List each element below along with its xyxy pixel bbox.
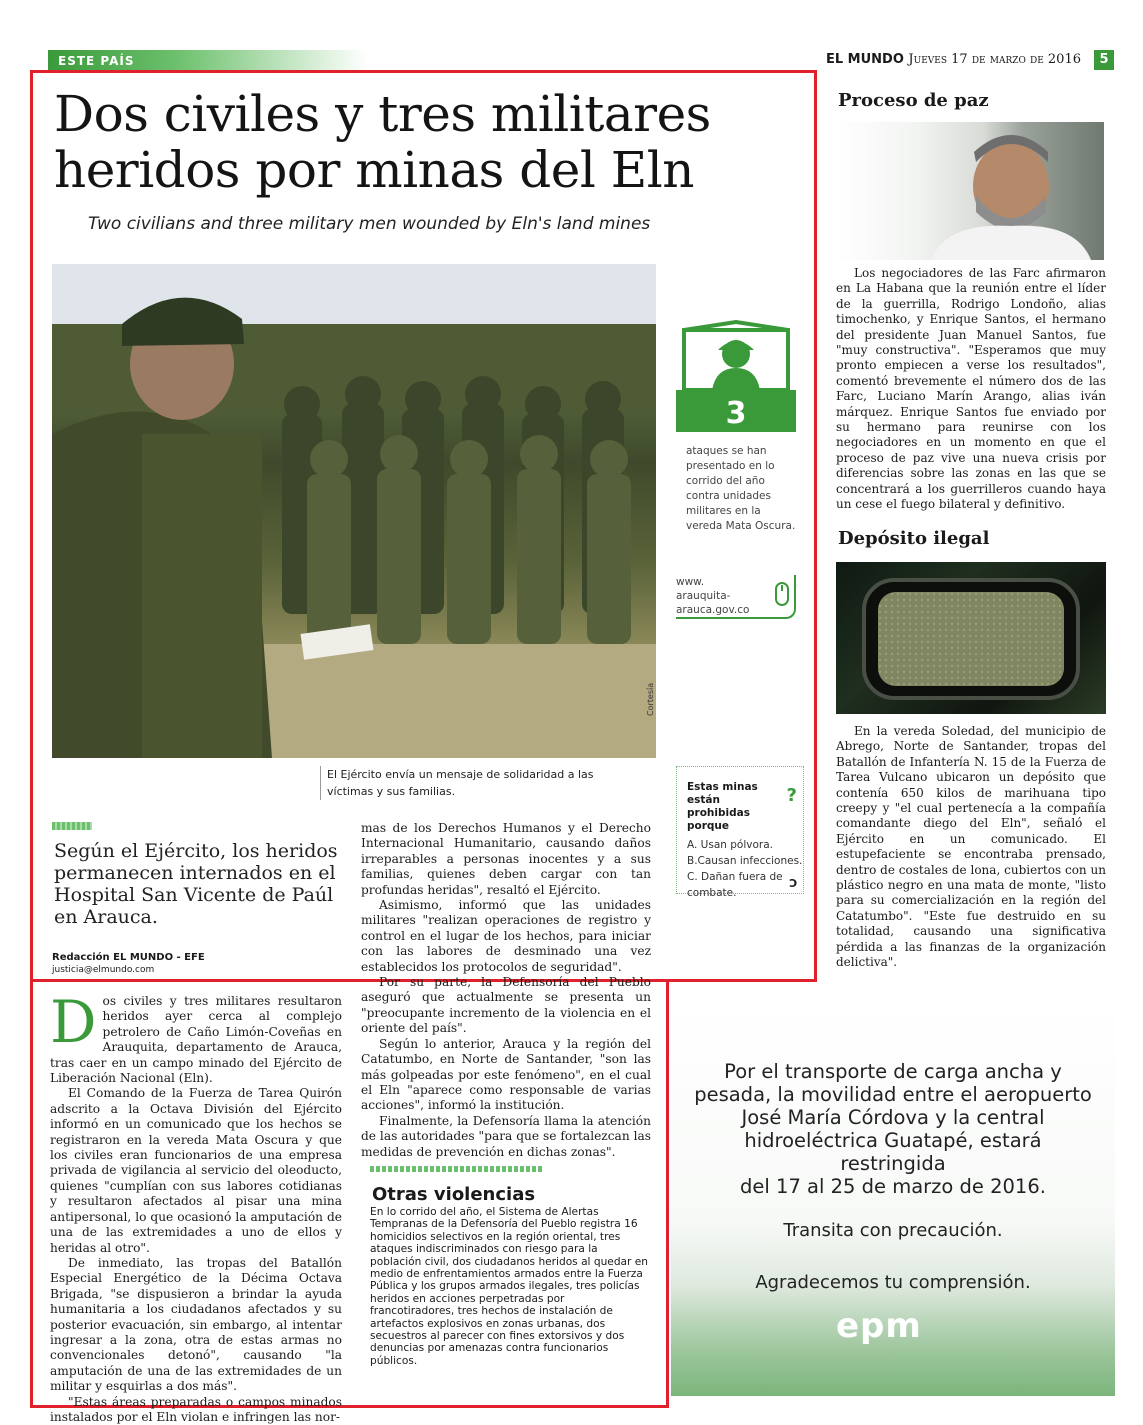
- newspaper-name: EL MUNDO: [825, 52, 904, 67]
- otras-violencias-title: Otras violencias: [372, 1184, 536, 1205]
- headline: [54, 86, 804, 198]
- paragraph-5: mas de los Derechos Humanos y el Derecho Internacional Humanitario, causando daños irreparables a personas inocentes y a sus familias, quienes deben cargar con tan profundas heridas", resaltó el Ejército.: [361, 821, 651, 897]
- ad-line-3: José María Córdova y la central: [741, 1106, 1045, 1129]
- soldiers-photo: [52, 264, 656, 758]
- drug-package-illustration: [836, 562, 1106, 714]
- lead-separator: [52, 822, 92, 830]
- question-mark-icon: ?: [786, 785, 797, 806]
- quiz-option-a: A. Usan pólvora.: [687, 839, 773, 851]
- paragraph-7: Por su parte, la Defensoría del Pueblo aseguró que actualmente se presenta un "preocupante incremento de la violencia en el oriente del país".: [361, 975, 651, 1036]
- deposito-body: [836, 724, 1106, 971]
- paragraph-8: Según lo anterior, Arauca y la región del Catatumbo, en Norte de Santander, "son las más golpeadas por este fenómeno", en el cual el Eln "aparece como responsable de varias acciones", informó la institución.: [361, 1036, 651, 1113]
- proceso-title: Proceso de paz: [838, 90, 989, 111]
- photo-credit: Cortesía: [646, 682, 655, 716]
- section-label: ESTE PAÍS: [58, 54, 135, 68]
- photo-caption: El Ejército envía un mensaje de solidaridad a las víctimas y sus familias.: [320, 766, 620, 800]
- deposito-paragraph: En la vereda Soledad, del municipio de Abrego, Norte de Santander, tropas del Batallón de Infantería N. 15 de la Fuerza de Tarea Vulcano ubicaron un depósito que contenía 650 kilos de marihuana tipo creepy y "el cual pertenecía a la compañía comandante diego del Eln", señaló el Ejército en un comunicado. El estupefaciente se encontraba prensado, dentro de costales de lona, cubiertos con un plástico negro en una mata de monte, "listo para su comercialización en la región del Catatumbo". "Este fue destruido en su totalidad, causando una significativa pérdida a las finanzas de la organización delictiva".: [836, 724, 1106, 970]
- info-url[interactable]: [676, 575, 796, 619]
- masthead: [826, 50, 1081, 70]
- byline-author: Redacción EL MUNDO - EFE: [52, 952, 205, 963]
- paragraph-1: Dos civiles y tres militares resultaron heridos ayer cerca al complejo petrolero de Caño Limón-Coveñas en Arauquita, departamento de Arauca, tras caer en un campo minado del Ejército de Liberación Nacional (Eln).: [50, 988, 342, 1086]
- soldiers-illustration: [52, 264, 656, 758]
- dropcap: D: [50, 988, 97, 1056]
- epm-logo: epm: [836, 1306, 922, 1346]
- soldier-stat-graphic: [676, 320, 796, 432]
- proceso-body: [836, 266, 1106, 513]
- english-subhead: Two civilians and three military men wounded by Eln's land mines: [88, 214, 651, 234]
- paragraph-4: "Estas áreas preparadas o campos minados instalados por el Eln violan e infringen las nor-: [50, 1394, 342, 1424]
- quiz-box: [676, 766, 804, 899]
- ad-line-4: hidroeléctrica Guatapé, estará restringida: [744, 1129, 1042, 1175]
- stat-number: 3: [725, 396, 747, 431]
- proceso-paragraph: Los negociadores de las Farc afirmaron en La Habana que la reunión entre el líder de la guerrilla, Rodrigo Londoño, alias timochenko, y Enrique Santos, el hermano del presidente Juan Manuel Santos, fue "muy constructiva". "Esperamos que muy pronto empiecen a verse los resultados", comentó brevemente el número dos de las Farc, Luciano Marín Arango, alias iván márquez. Enrique Santos fue enviado por su hermano para reunirse con los negociadores en un momento en que el proceso de paz vive una nueva crisis por diferencias sobre las zonas en las que se concentrará a los guerrilleros cuando haya un cese el fuego bilateral y definitivo.: [836, 266, 1106, 512]
- man-portrait-illustration: [836, 122, 1104, 260]
- otras-separator: [370, 1166, 542, 1172]
- stat-description: ataques se han presentado en lo corrido del año contra unidades militares en la vereda Mata Oscura.: [686, 445, 796, 532]
- article-column-2: [361, 821, 651, 1160]
- paragraph-3: De inmediato, las tropas del Batallón Especial Energético de la Décima Octava Brigada, "se dispusieron a brindar la ayuda humanitaria a los ciudadanos afectados y su posterior evacuación, sin embargo, al intentar ingresar a la zona, otra de estas armas no convencionales detonó", causando "la amputación de una de las extremidades de un militar y esquirlas a dos más".: [50, 1255, 342, 1394]
- otras-violencias-body: En lo corrido del año, el Sistema de Alertas Tempranas de la Defensoría del Pueblo registra 16 homicidios selectivos en la región oriental, tres ataques indiscriminados con riesgo para la población civil, dos ciudadanos heridos al quedar en medio de enfrentamientos armados entre la Fuerza Pública y los grupos armados ilegales, tres policías heridos en acciones perpetradas por francotiradores, tres hechos de instalación de artefactos explosivos en zonas urbanas, dos secuestros al parecer con fines extorsivos y dos denuncias por amenazas contra funcionarios públicos.: [370, 1206, 648, 1367]
- deposito-photo: [836, 562, 1106, 714]
- ad-line-1: Por el transporte de carga ancha y: [724, 1060, 1062, 1083]
- deposito-title: Depósito ilegal: [838, 528, 990, 549]
- page-number: 5: [1094, 50, 1114, 70]
- byline: [52, 952, 205, 976]
- quiz-option-c: C. Dañan fuera de combate.: [687, 871, 783, 899]
- section-tag: [48, 50, 368, 70]
- ad-message: [691, 1060, 1095, 1294]
- paragraph-6: Asimismo, informó que las unidades militares "realizan operaciones de registro y control en el lugar de los hechos, para iniciar con las labores de desminado una vez establecidos los protocolos de seguridad".: [361, 898, 651, 974]
- proceso-photo: [836, 122, 1104, 260]
- paragraph-2: El Comando de la Fuerza de Tarea Quirón adscrito a la Octava División del Ejército informó en un comunicado que los hechos se registraron en la vereda Mata Oscura y que los civiles eran funcionarios de una empresa privada de vigilancia al servicio del oleoducto, quienes "cumplían con sus labores cotidianas y resultaron afectados al pisar una mina antipersonal, lo que ocasionó la amputación de una de las extremidades a uno de ellos y heridas al otro".: [50, 1086, 342, 1255]
- issue-date: Jueves 17 de marzo de 2016: [908, 52, 1081, 67]
- ad-line-7: Agradecemos tu comprensión.: [755, 1272, 1031, 1293]
- headline-line-2: heridos por minas del Eln: [54, 141, 694, 199]
- ad-line-6: Transita con precaución.: [783, 1220, 1003, 1241]
- ad-line-2: pesada, la movilidad entre el aeropuerto: [694, 1083, 1092, 1106]
- ad-line-5: del 17 al 25 de marzo de 2016.: [740, 1175, 1046, 1198]
- byline-email[interactable]: justicia@elmundo.com: [52, 965, 155, 975]
- headline-line-1: Dos civiles y tres militares: [54, 85, 711, 143]
- paragraph-9: Finalmente, la Defensoría llama la atención de las autoridades "para que se fortalezcan las medidas de prevención en dichas zonas".: [361, 1113, 651, 1159]
- quiz-title: Estas minas están prohibidas porque: [687, 781, 758, 832]
- quiz-answer: C: [788, 876, 797, 889]
- url-text[interactable]: www. arauquita- arauca.gov.co: [676, 576, 750, 616]
- soldier-head-icon: [676, 320, 796, 432]
- quiz-option-b: B.Causan infecciones.: [687, 855, 803, 867]
- article-column-1: [50, 988, 342, 1425]
- mouse-icon: [774, 581, 790, 607]
- lead-paragraph: Según el Ejército, los heridos permanecen internados en el Hospital San Vicente de Paúl en Arauca.: [54, 840, 338, 928]
